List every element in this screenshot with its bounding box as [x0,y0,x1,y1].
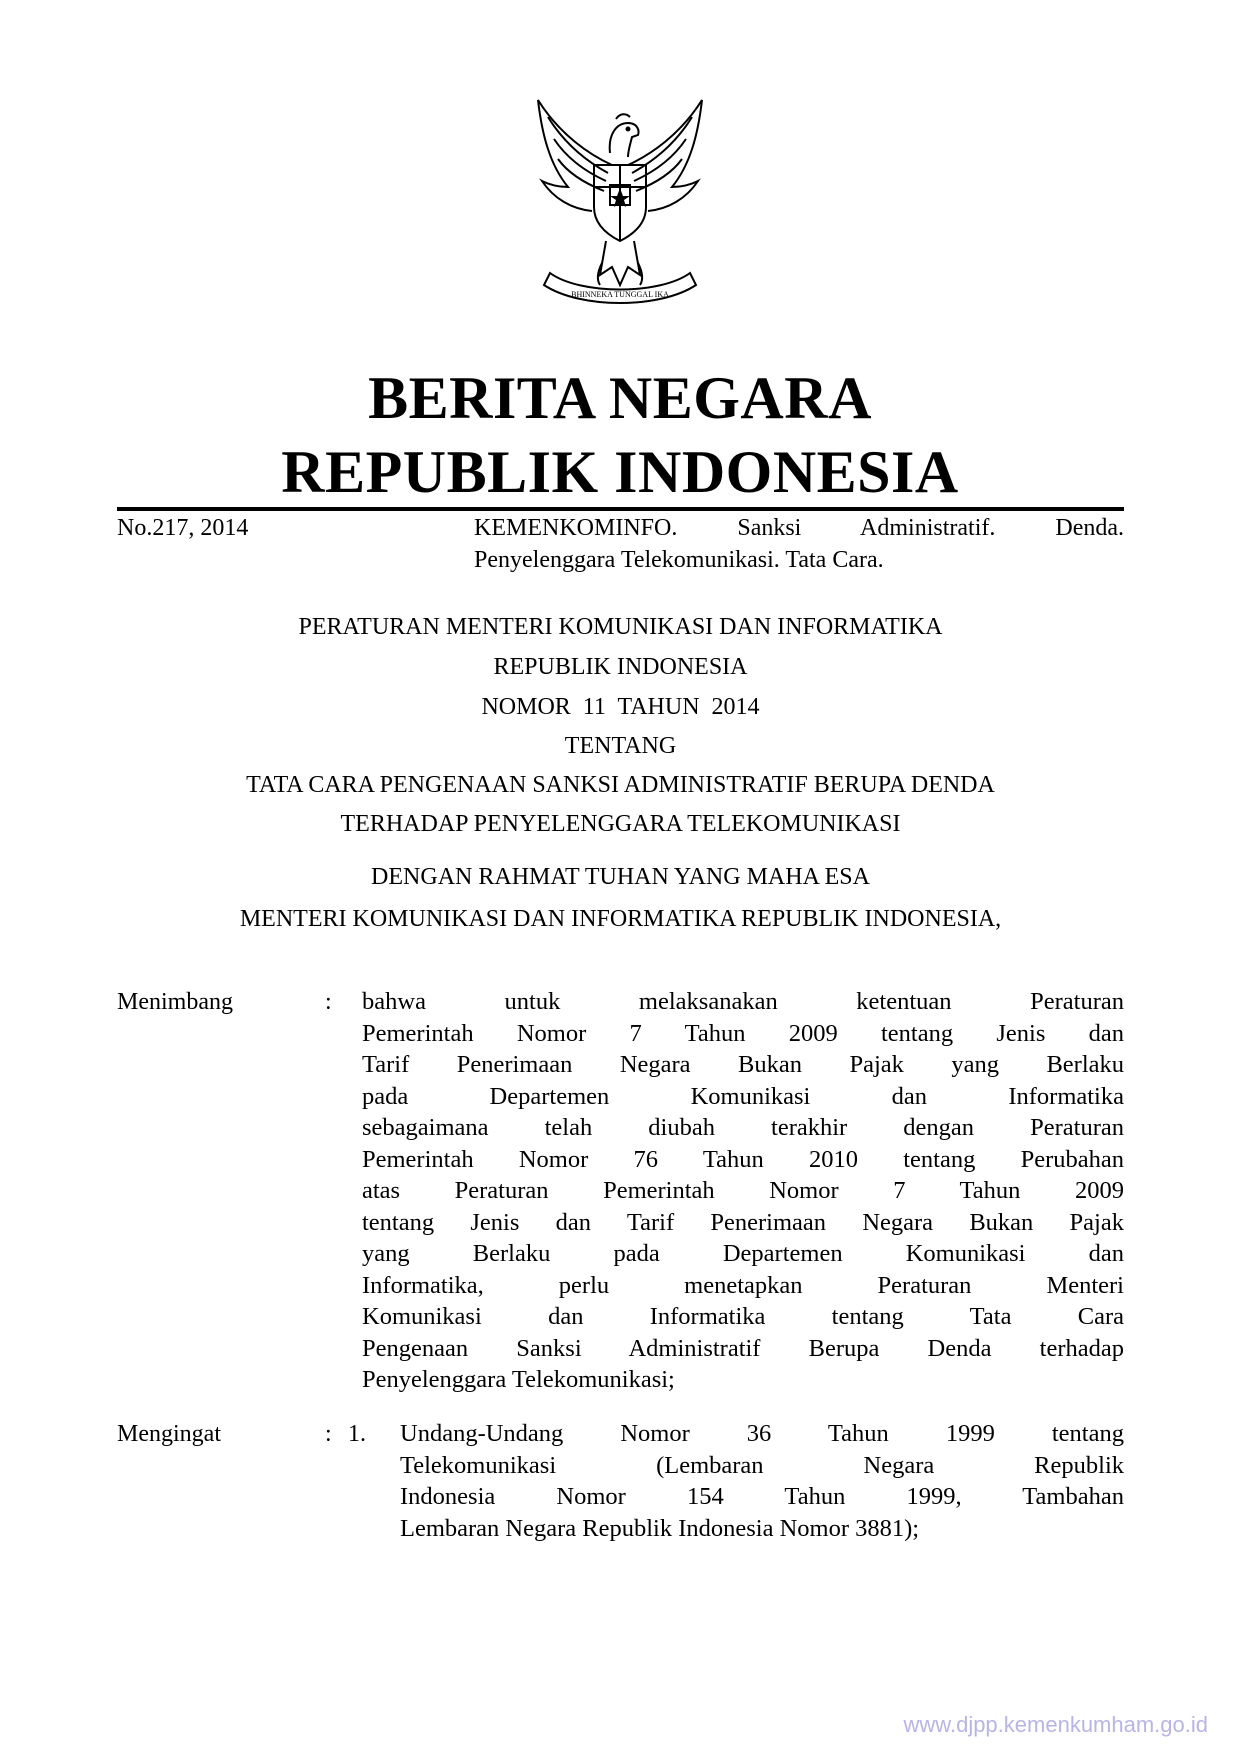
paragraph-line: yang Berlaku pada Departemen Komunikasi dan [362,1240,1124,1267]
paragraph-line: Indonesia Nomor 154 Tahun 1999, Tambahan [400,1483,1124,1510]
masthead-title-line1: BERITA NEGARA [368,365,872,431]
regulation-subject-line: TATA CARA PENGENAAN SANKSI ADMINISTRATIF BERUPA DENDA [246,772,995,798]
paragraph-line: Lembaran Negara Republik Indonesia Nomor 3881); [400,1514,920,1542]
paragraph-line: atas Peraturan Pemerintah Nomor 7 Tahun 2009 [362,1177,1124,1204]
header-divider [117,507,1124,511]
paragraph-line: Penyelenggara Telekomunikasi; [362,1366,675,1393]
paragraph-line: Komunikasi dan Informatika tentang Tata Cara [362,1303,1124,1330]
paragraph-line: Pemerintah Nomor 76 Tahun 2010 tentang Perubahan [362,1145,1124,1173]
mengingat-label: Mengingat [117,1421,221,1447]
paragraph-line: bahwa untuk melaksanakan ketentuan Peraturan [362,988,1124,1015]
gazette-subject-line: Penyelenggara Telekomunikasi. Tata Cara. [474,547,884,573]
paragraph-line: tentang Jenis dan Tarif Penerimaan Negara Bukan Pajak [362,1208,1124,1236]
mengingat-paragraph [400,1418,1124,1544]
paragraph-line: Telekomunikasi (Lembaran Negara Republik [400,1451,1124,1479]
gazette-subject-line: KEMENKOMINFO. Sanksi Administratif. Denda. [474,515,1124,541]
paragraph-line: Informatika, perlu menetapkan Peraturan Menteri [362,1271,1124,1299]
mengingat-item-number: 1. [348,1421,366,1447]
menimbang-label: Menimbang [117,989,233,1015]
gazette-number: No.217, 2014 [117,515,249,541]
paragraph-line: Tarif Penerimaan Negara Bukan Pajak yang Berlaku [362,1051,1124,1078]
regulation-title-line: PERATURAN MENTERI KOMUNIKASI DAN INFORMATIKA [298,614,943,640]
preamble-line: MENTERI KOMUNIKASI DAN INFORMATIKA REPUBLIK INDONESIA, [239,906,1002,932]
garuda-emblem-icon [520,95,720,315]
paragraph-line: Pemerintah Nomor 7 Tahun 2009 tentang Jenis dan [362,1019,1124,1047]
source-url-link[interactable]: www.djpp.kemenkumham.go.id [903,1712,1208,1737]
regulation-subject-line: TERHADAP PENYELENGGARA TELEKOMUNIKASI [340,811,901,837]
regulation-number: NOMOR 11 TAHUN 2014 [481,694,760,720]
menimbang-paragraph [362,986,1124,1396]
preamble-line: DENGAN RAHMAT TUHAN YANG MAHA ESA [371,864,870,890]
paragraph-line: Pengenaan Sanksi Administratif Berupa Denda terhadap [362,1334,1124,1362]
regulation-title-line: REPUBLIK INDONESIA [493,654,748,680]
paragraph-line: sebagaimana telah diubah terakhir dengan Peraturan [362,1114,1124,1141]
menimbang-colon: : [325,989,332,1015]
emblem-motto: BHINNEKA TUNGGAL IKA [571,290,669,299]
regulation-tentang: TENTANG [564,733,677,759]
masthead-title-line2: REPUBLIK INDONESIA [281,439,959,505]
paragraph-line: Undang-Undang Nomor 36 Tahun 1999 tentang [400,1420,1124,1447]
paragraph-line: pada Departemen Komunikasi dan Informatika [362,1082,1124,1110]
mengingat-colon: : [325,1421,332,1447]
gazette-subject [474,512,1124,576]
